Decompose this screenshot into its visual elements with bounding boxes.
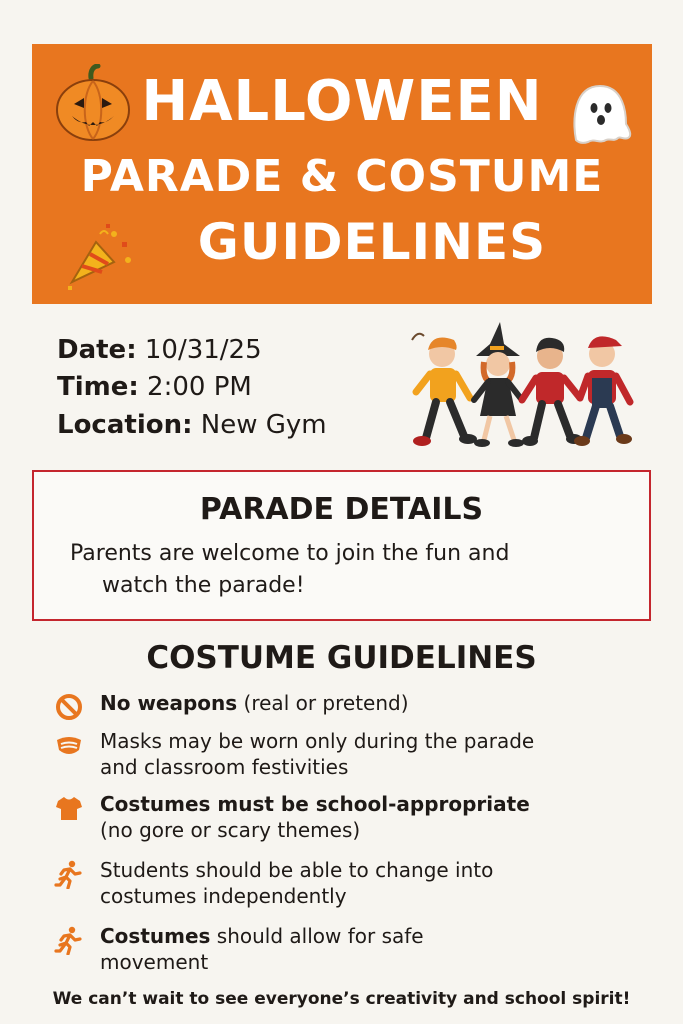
parade-details-line-1: Parents are welcome to join the fun and: [70, 541, 510, 566]
date-value: 10/31/25: [144, 335, 262, 365]
location-label: Location:: [57, 410, 193, 440]
guideline-text: Masks may be worn only during the parade: [100, 729, 535, 753]
guideline-text: (real or pretend): [237, 691, 409, 715]
guideline-text: Students should be able to change into: [100, 858, 494, 882]
location-value: New Gym: [200, 410, 327, 440]
banner-title-line-3: GUIDELINES: [197, 213, 547, 271]
parade-details-text: [70, 538, 610, 602]
event-time: [57, 371, 252, 403]
guideline-bold: Costumes: [100, 924, 211, 948]
costume-guidelines-title: COSTUME GUIDELINES: [146, 640, 537, 676]
mask-icon: [54, 730, 84, 760]
event-date: [57, 334, 262, 366]
child-figure: [412, 334, 477, 446]
closing-message: We can’t wait to see everyone’s creativity and school spirit!: [52, 989, 631, 1009]
guideline-bold: No weapons: [100, 691, 238, 715]
child-figure: [522, 338, 582, 446]
guideline-text-line-2: (no gore or scary themes): [100, 818, 361, 842]
parade-details-title: PARADE DETAILS: [199, 492, 484, 527]
time-label: Time:: [57, 372, 139, 402]
guideline-bold: Costumes must be school-appropriate: [100, 792, 530, 816]
event-location: [57, 409, 327, 441]
running-person-icon: [54, 859, 84, 889]
banner-title-line-2: PARADE & COSTUME: [80, 151, 604, 202]
no-sign-icon: [54, 692, 84, 722]
child-figure: [574, 336, 632, 446]
date-label: Date:: [57, 335, 137, 365]
running-person-icon: [54, 925, 84, 955]
banner-title-line-1: HALLOWEEN: [141, 69, 543, 134]
title-banner: [32, 44, 652, 304]
guideline-text-line-2: costumes independently: [100, 884, 347, 908]
guideline-text-line-2: and classroom festivities: [100, 755, 349, 779]
child-figure: [474, 322, 524, 447]
shirt-icon: [54, 793, 84, 823]
children-parade-illustration: [404, 318, 640, 458]
parade-details-line-2: watch the parade!: [102, 573, 305, 598]
parade-details-box: [32, 470, 651, 621]
time-value: 2:00 PM: [147, 372, 252, 402]
guideline-text: should allow for safe: [210, 924, 424, 948]
guideline-text-line-2: movement: [100, 950, 209, 974]
